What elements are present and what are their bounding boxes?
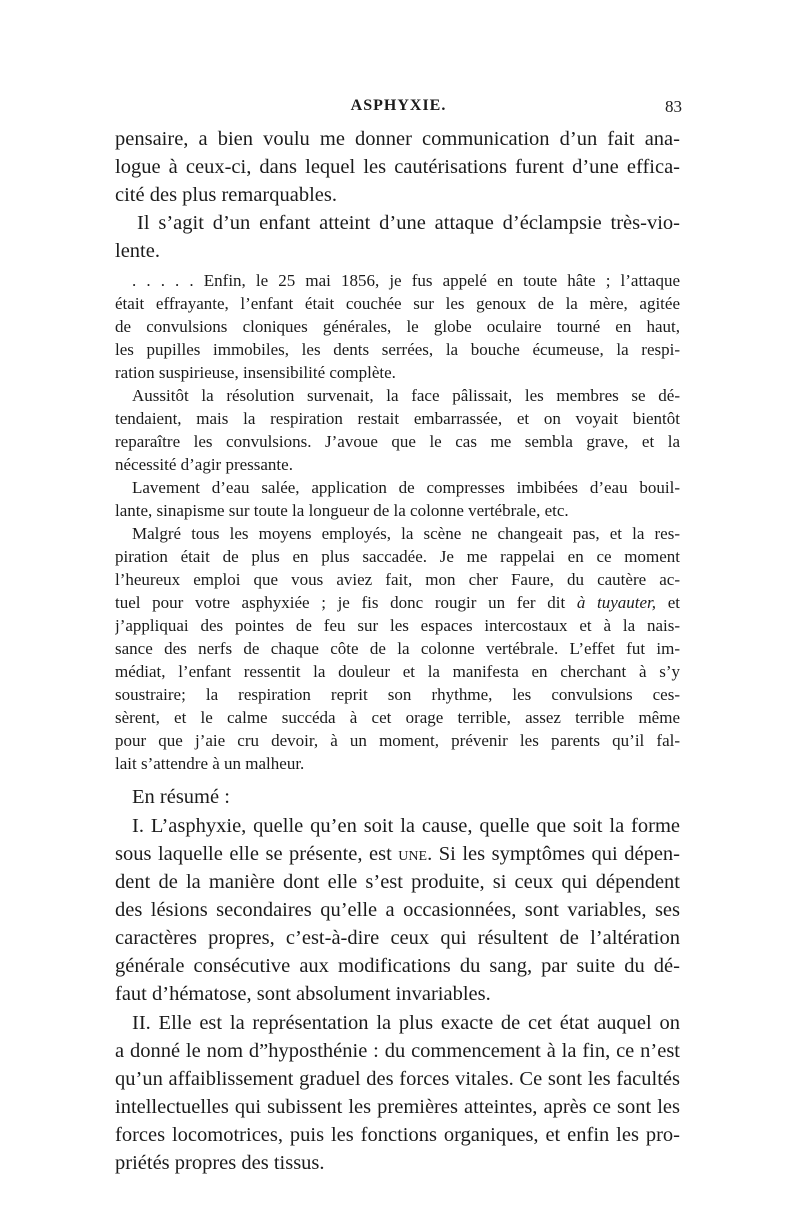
quote-line: de convulsions cloniques générales, le globe oculaire tourné en haut, [115, 317, 680, 336]
body-line: lente. [115, 240, 160, 262]
quote-line: l’heureux emploi que vous aviez fait, mon cher Faure, du cautère ac- [115, 570, 680, 589]
quote-line: sèrent, et le calme succéda à cet orage terrible, assez terrible même [115, 708, 680, 727]
quote-line: tendaient, mais la respiration restait embarrassée, et on voyait bientôt [115, 409, 680, 428]
summary-heading: En résumé : [132, 786, 230, 808]
body-line: qu’un affaiblissement graduel des forces vitales. Ce sont les facultés [115, 1068, 680, 1090]
body-line: intellectuelles qui subissent les premières atteintes, après ce sont les [115, 1096, 680, 1118]
italic-term: à tuyauter, [576, 593, 657, 612]
quote-line: les pupilles immobiles, les dents serrées, la bouche écumeuse, la respi- [115, 340, 680, 359]
quote-line: . . . . . Enfin, le 25 mai 1856, je fus appelé en toute hâte ; l’attaque [132, 271, 680, 290]
quote-line: Aussitôt la résolution survenait, la face pâlissait, les membres se dé- [132, 386, 680, 405]
running-header [115, 97, 682, 123]
body-line: générale consécutive aux modifications du sang, par suite du dé- [115, 955, 680, 977]
body-line: forces locomotrices, puis les fonctions organiques, et enfin les pro- [115, 1124, 680, 1146]
body-line: dent de la manière dont elle s’est produite, si ceux qui dépendent [115, 871, 680, 893]
quote-line: lante, sinapisme sur toute la longueur de la colonne vertébrale, etc. [115, 501, 569, 520]
small-caps-word: une [398, 843, 428, 865]
body-line: faut d’hématose, sont absolument invariables. [115, 983, 491, 1005]
body-line: II. Elle est la représentation la plus exacte de cet état auquel on [132, 1012, 680, 1034]
body-line: Il s’agit d’un enfant atteint d’une attaque d’éclampsie très-vio- [137, 212, 680, 234]
body-line: priétés propres des tissus. [115, 1152, 325, 1174]
quote-line: était effrayante, l’enfant était couchée sur les genoux de la mère, agitée [115, 294, 680, 313]
quote-line [115, 593, 680, 613]
body-line: cité des plus remarquables. [115, 184, 338, 206]
quote-line: sance des nerfs de chaque côte de la colonne vertébrale. L’effet fut im- [115, 639, 680, 658]
body-line [115, 843, 680, 866]
running-title: ASPHYXIE. [350, 97, 447, 114]
quote-text: et [656, 593, 680, 612]
body-line: logue à ceux-ci, dans lequel les cautérisations furent d’une effica- [115, 156, 680, 178]
body-line: I. L’asphyxie, quelle qu’en soit la cause, quelle que soit la forme [132, 815, 680, 837]
quote-line: pour que j’aie cru devoir, à un moment, prévenir les parents qu’il fal- [115, 731, 680, 750]
quote-line: Malgré tous les moyens employés, la scène ne changeait pas, et la res- [132, 524, 680, 543]
quote-line: j’appliquai des pointes de feu sur les espaces intercostaux et à la nais- [115, 616, 680, 635]
quote-line: médiat, l’enfant ressentit la douleur et la manifesta en cherchant à s’y [115, 662, 680, 681]
body-text: . Si les symptômes qui dépen- [427, 843, 680, 865]
page-number: 83 [665, 97, 682, 116]
body-line: caractères propres, c’est-à-dire ceux qui résultent de l’altération [115, 927, 680, 949]
quote-line: lait s’attendre à un malheur. [115, 754, 305, 773]
body-line: a donné le nom d”hyposthénie : du commencement à la fin, ce n’est [115, 1040, 680, 1062]
body-text: sous laquelle elle se présente, est [115, 843, 399, 865]
quote-line: reparaître les convulsions. J’avoue que le cas me sembla grave, et la [115, 432, 680, 451]
quote-line: soustraire; la respiration reprit son rhythme, les convulsions ces- [115, 685, 680, 704]
quote-line: piration était de plus en plus saccadée. Je me rappelai en ce moment [115, 547, 680, 566]
quote-line: ration suspirieuse, insensibilité complète. [115, 363, 396, 382]
quote-text: tuel pour votre asphyxiée ; je fis donc rougir un fer dit [115, 593, 577, 612]
quote-line: Lavement d’eau salée, application de compresses imbibées d’eau bouil- [132, 478, 680, 497]
quote-line: nécessité d’agir pressante. [115, 455, 293, 474]
body-line: des lésions secondaires qu’elle a occasionnées, sont variables, ses [115, 899, 680, 921]
body-line: pensaire, a bien voulu me donner communication d’un fait ana- [115, 128, 680, 150]
